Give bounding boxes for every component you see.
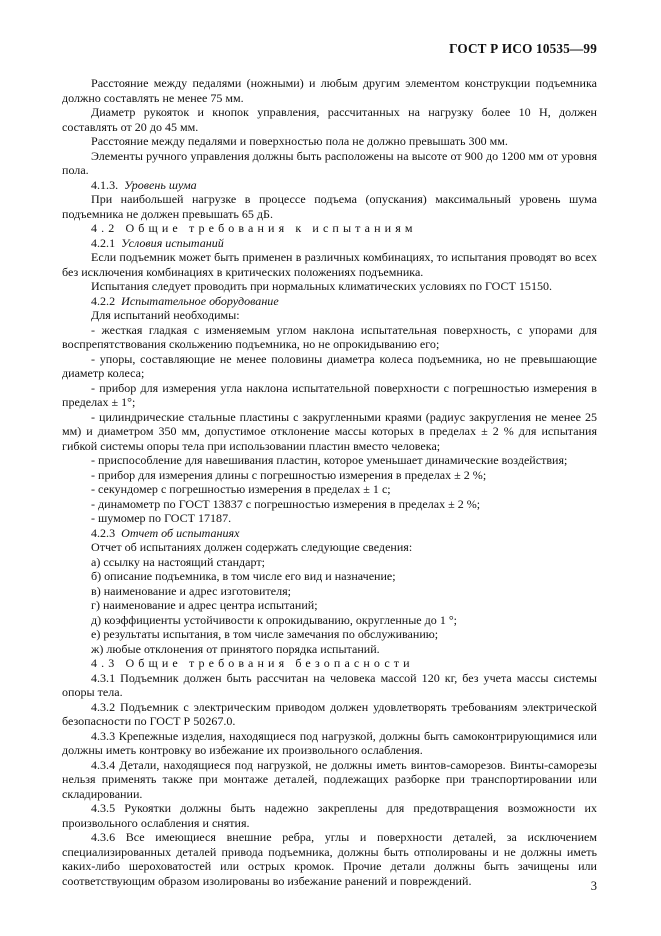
paragraph: 4.3.3 Крепежные изделия, находящиеся под нагрузкой, должны быть самоконтрирующимися или должны иметь контровку во избежание их произвольного ослабления.: [62, 728, 597, 757]
list-item: - упоры, составляющие не менее половины диаметра колеса подъемника, но не превышающие диаметр колеса;: [62, 351, 597, 380]
paragraph: Если подъемник может быть применен в различных комбинациях, то испытания проводят во всех без исключения комбинациях в критических положениях подъемника.: [62, 250, 597, 279]
standard-header: ГОСТ Р ИСО 10535—99: [449, 41, 597, 56]
list-item: в) наименование и адрес изготовителя;: [91, 583, 291, 598]
section-title: Испытательное оборудование: [121, 293, 279, 308]
paragraph: Расстояние между педалями (ножными) и любым другим элементом конструкции подъемника должно составлять не менее 75 мм.: [62, 76, 597, 105]
list-item: - жесткая гладкая с изменяемым углом наклона испытательная поверхность, с упорами для воспрепятствования скольжению подъемника, но не опрокидыванию его;: [62, 322, 597, 351]
list-item: - прибор для измерения длины с погрешностью измерения в пределах ± 2 %;: [91, 467, 487, 482]
section-title: Уровень шума: [124, 177, 197, 192]
section-heading-4-1-3: [62, 178, 597, 193]
section-number: 4.2.3: [91, 525, 116, 540]
list-item: - динамометр по ГОСТ 13837 с погрешностью измерения в пределах ± 2 %;: [91, 496, 481, 511]
paragraph: Расстояние между педалями и поверхностью пола не должно превышать 300 мм.: [91, 134, 508, 148]
paragraph: Элементы ручного управления должны быть расположены на высоте от 900 до 1200 мм от уровня пола.: [62, 148, 597, 177]
list-item: ж) любые отклонения от принятого порядка испытаний.: [91, 641, 380, 656]
section-number: 4.2.1: [91, 235, 116, 250]
page-number: 3: [590, 879, 597, 893]
paragraph: При наибольшей нагрузке в процессе подъема (опускания) максимальный уровень шума подъемника не должен превышать 65 дБ.: [62, 192, 597, 221]
section-number: 4.1.3.: [91, 177, 119, 192]
list-item: б) описание подъемника, в том числе его вид и назначение;: [91, 569, 396, 583]
paragraph: Диаметр рукояток и кнопок управления, рассчитанных на нагрузку более 10 Н, должен составлять от 20 до 45 мм.: [62, 105, 597, 134]
list-item: д) коэффициенты устойчивости к опрокидыванию, округленные до 1 °;: [91, 612, 458, 627]
section-heading-4-2-2: [62, 294, 597, 309]
section-title: Условия испытаний: [121, 235, 224, 250]
document-body: [62, 76, 597, 888]
paragraph: 4.3.6 Все имеющиеся внешние ребра, углы и поверхности деталей, за исключением специализированных деталей привода подъемника, должны быть отполированы и не должны иметь каких-либо шероховатостей или острых кромок. Прочие детали должны быть зачищены или соответствующим образом изолированы во избежание ранений и повреждений.: [62, 830, 597, 888]
paragraph: Испытания следует проводить при нормальных климатических условиях по ГОСТ 15150.: [91, 279, 553, 293]
paragraph: Для испытаний необходимы:: [91, 308, 240, 322]
list-item: - секундомер с погрешностью измерения в пределах ± 1 с;: [91, 482, 391, 496]
list-item: г) наименование и адрес центра испытаний;: [91, 598, 318, 612]
paragraph: 4.3.5 Рукоятки должны быть надежно закреплены для предотвращения возможности их произвольного ослабления и снятия.: [62, 801, 597, 830]
section-title: Отчет об испытаниях: [121, 525, 240, 540]
paragraph: 4.3.4 Детали, находящиеся под нагрузкой, не должны иметь винтов-саморезов. Винты-саморезы нельзя применять также при монтаже деталей, подлежащих разборке при транспортировании или складировании.: [62, 757, 597, 801]
section-heading-4-2: 4.2 Общие требования к испытаниям: [91, 221, 417, 235]
list-item: - цилиндрические стальные пластины с закругленными краями (радиус закругления не менее 25 мм) и диаметром 350 мм, допустимое отклонение массы которых в пределах ± 2 % для испытания гибкой системы опоры тела при использовании пластин вместо человека;: [62, 409, 597, 453]
list-item: е) результаты испытания, в том числе замечания по обслуживанию;: [91, 627, 439, 641]
paragraph: Отчет об испытаниях должен содержать следующие сведения:: [91, 540, 413, 554]
paragraph: 4.3.2 Подъемник с электрическим приводом должен удовлетворять требованиям электрической безопасности по ГОСТ Р 50267.0.: [62, 699, 597, 728]
list-item: - прибор для измерения угла наклона испытательной поверхности с погрешностью измерения в пределах ± 1°;: [62, 380, 597, 409]
list-item: а) ссылку на настоящий стандарт;: [91, 554, 265, 569]
list-item: - приспособление для навешивания пластин, которое уменьшает динамические воздействия;: [91, 453, 568, 467]
section-heading-4-2-1: [62, 236, 597, 251]
paragraph: 4.3.1 Подъемник должен быть рассчитан на человека массой 120 кг, без учета массы системы опоры тела.: [62, 670, 597, 699]
section-number: 4.2.2: [91, 293, 116, 308]
section-heading-4-2-3: [62, 526, 597, 541]
list-item: - шумомер по ГОСТ 17187.: [91, 511, 232, 525]
section-heading-4-3: 4.3 Общие требования безопасности: [91, 656, 414, 670]
